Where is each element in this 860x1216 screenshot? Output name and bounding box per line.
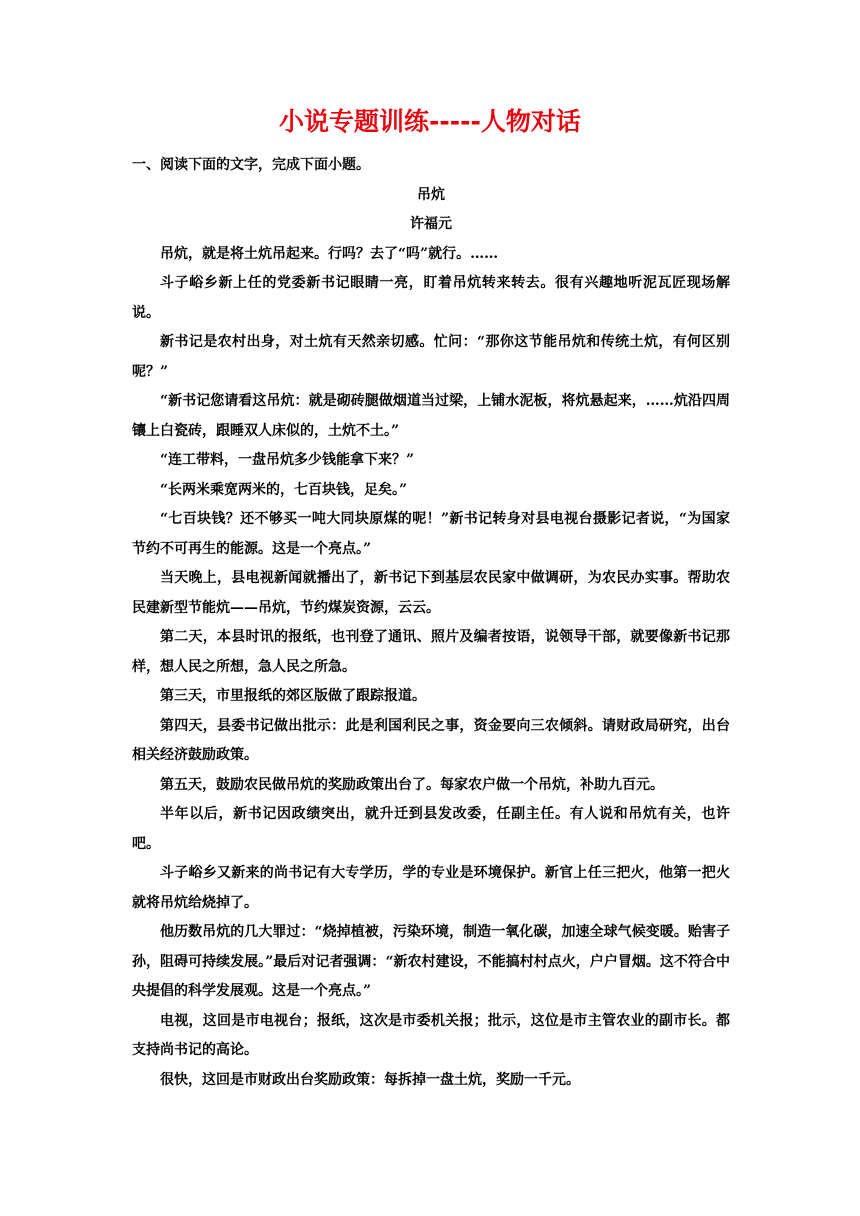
document-body bbox=[132, 151, 730, 1095]
story-title: 吊炕 bbox=[417, 186, 445, 203]
story-paragraph-13: 半年以后，新书记因政绩突出，就升迁到县发改委，任副主任。有人说和吊炕有关，也许吧。 bbox=[132, 806, 730, 852]
question-instruction: 一、阅读下面的文字，完成下面小题。 bbox=[132, 157, 370, 173]
story-paragraph-4: “新书记您请看这吊炕：就是砌砖腿做烟道当过梁，上铺水泥板，将炕悬起来，……炕沿四周镶上白瓷砖，跟睡双人床似的，土炕不土。” bbox=[132, 393, 730, 439]
document-title: 小说专题训练-----人物对话 bbox=[279, 107, 581, 136]
story-paragraph-8: 当天晚上，县电视新闻就播出了，新书记下到基层农民家中做调研，为农民办实事。帮助农民建新型节能炕——吊炕，节约煤炭资源，云云。 bbox=[132, 570, 730, 616]
story-paragraph-15: 他历数吊炕的几大罪过：“烧掉植被，污染环境，制造一氧化碳，加速全球气候变暖。贻害子孙，阻碍可持续发展。”最后对记者强调：“新农村建设，不能搞村村点火，户户冒烟。这不符合中央提倡的科学发展观。这是一个亮点。” bbox=[132, 924, 730, 999]
story-paragraph-17: 很快，这回是市财政出台奖励政策：每拆掉一盘土炕，奖励一千元。 bbox=[160, 1071, 580, 1088]
story-paragraph-9: 第二天，本县时讯的报纸，也刊登了通讯、照片及编者按语，说领导干部，就要像新书记那样，想人民之所想，急人民之所急。 bbox=[132, 629, 730, 675]
story-paragraph-12: 第五天，鼓励农民做吊炕的奖励政策出台了。每家农户做一个吊炕，补助九百元。 bbox=[160, 776, 664, 793]
story-paragraph-6: “长两米乘宽两米的，七百块钱，足矣。” bbox=[160, 481, 408, 498]
story-paragraph-1: 吊炕，就是将土炕吊起来。行吗？去了“吗”就行。…… bbox=[160, 245, 499, 262]
story-paragraph-2: 斗子峪乡新上任的党委新书记眼睛一亮，盯着吊炕转来转去。很有兴趣地听泥瓦匠现场解说。 bbox=[132, 275, 730, 321]
story-paragraph-11: 第四天，县委书记做出批示：此是利国利民之事，资金要向三农倾斜。请财政局研究，出台相关经济鼓励政策。 bbox=[132, 717, 730, 763]
story-paragraph-5: “连工带料，一盘吊炕多少钱能拿下来？” bbox=[160, 452, 415, 468]
story-paragraph-7: “七百块钱？还不够买一吨大同块原煤的呢！”新书记转身对县电视台摄影记者说，“为国家节约不可再生的能源。这是一个亮点。” bbox=[132, 511, 730, 557]
story-paragraph-14: 斗子峪乡又新来的尚书记有大专学历，学的专业是环境保护。新官上任三把火，他第一把火就将吊炕给烧掉了。 bbox=[132, 865, 730, 911]
story-paragraph-10: 第三天，市里报纸的郊区版做了跟踪报道。 bbox=[160, 688, 426, 704]
story-author: 许福元 bbox=[410, 216, 452, 232]
story-paragraph-16: 电视，这回是市电视台；报纸，这次是市委机关报；批示，这位是市主管农业的副市长。都支持尚书记的高论。 bbox=[132, 1012, 730, 1058]
story-paragraph-3: 新书记是农村出身，对土炕有天然亲切感。忙问：“那你这节能吊炕和传统土炕，有何区别呢？” bbox=[132, 334, 730, 380]
